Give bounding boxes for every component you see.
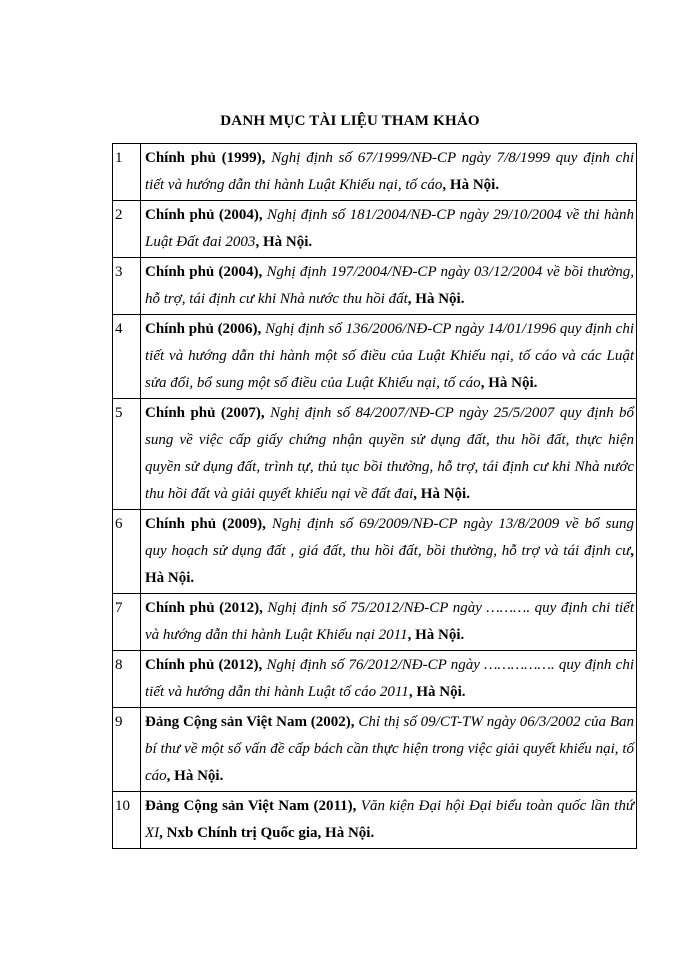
reference-entry	[141, 651, 637, 708]
table-row	[113, 651, 637, 708]
reference-document: Nghị định 197/2004/NĐ-CP ngày 03/12/2004 về bồi thường, hỗ trợ, tái định cư khi Nhà nước thu hồi đất	[145, 264, 635, 307]
reference-author: Chính phủ (2009),	[145, 516, 266, 532]
page-title: DANH MỤC TÀI LIỆU THAM KHẢO	[220, 113, 480, 129]
reference-publisher: , Hà Nội.	[408, 684, 466, 700]
reference-number: 7	[113, 594, 141, 651]
reference-entry	[141, 594, 637, 651]
reference-publisher: , Hà Nội.	[407, 291, 465, 307]
reference-publisher: , Hà Nội.	[145, 543, 634, 586]
reference-author: Chính phủ (2012),	[145, 600, 263, 616]
reference-table	[112, 143, 637, 849]
reference-entry	[141, 399, 637, 510]
reference-document: Nghị định số 75/2012/NĐ-CP ngày ………. quy định chi tiết và hướng dẫn thi hành Luật Khiếu nại 2011	[145, 600, 635, 643]
reference-entry	[141, 315, 637, 399]
reference-entry	[141, 792, 637, 849]
reference-entry	[141, 201, 637, 258]
reference-document: Nghị định số 181/2004/NĐ-CP ngày 29/10/2004 về thi hành Luật Đất đai 2003	[145, 207, 634, 250]
reference-number: 2	[113, 201, 141, 258]
reference-document: Văn kiện Đại hội Đại biểu toàn quốc lần thứ XI	[145, 798, 635, 841]
table-row	[113, 708, 637, 792]
reference-author: Chính phủ (2007),	[145, 405, 265, 421]
table-row	[113, 510, 637, 594]
reference-publisher: , Hà Nội.	[480, 375, 538, 391]
reference-number: 4	[113, 315, 141, 399]
reference-number: 8	[113, 651, 141, 708]
reference-number: 6	[113, 510, 141, 594]
table-row	[113, 144, 637, 201]
reference-publisher: , Hà Nội.	[166, 768, 224, 784]
reference-number: 5	[113, 399, 141, 510]
reference-author: Chính phủ (2004),	[145, 207, 263, 223]
reference-document: Chỉ thị số 09/CT-TW ngày 06/3/2002 của Ban bí thư về một số vấn đề cấp bách cần thực hiện trong việc giải quyết khiếu nại, tố cáo	[145, 714, 634, 784]
reference-publisher: , Nxb Chính trị Quốc gia, Hà Nội.	[159, 825, 375, 841]
reference-author: Đảng Cộng sản Việt Nam (2002),	[145, 714, 355, 730]
table-row	[113, 258, 637, 315]
reference-number: 9	[113, 708, 141, 792]
reference-author: Chính phủ (1999),	[145, 150, 266, 166]
table-row	[113, 315, 637, 399]
reference-publisher: , Hà Nội.	[255, 234, 313, 250]
reference-document: Nghị định số 136/2006/NĐ-CP ngày 14/01/1996 quy định chi tiết và hướng dẫn thi hành một số điều của Luật Khiếu nại, tố cáo và các Luật sửa đổi, bổ sung một số điều của Luật Khiếu nại, tố cáo	[145, 321, 635, 391]
table-row	[113, 201, 637, 258]
reference-publisher: , Hà Nội.	[407, 627, 465, 643]
reference-author: Chính phủ (2006),	[145, 321, 262, 337]
reference-number: 10	[113, 792, 141, 849]
reference-entry	[141, 510, 637, 594]
reference-number: 3	[113, 258, 141, 315]
reference-author: Chính phủ (2012),	[145, 657, 263, 673]
reference-author: Đảng Cộng sản Việt Nam (2011),	[145, 798, 357, 814]
reference-document: Nghị định số 69/2009/NĐ-CP ngày 13/8/2009 về bổ sung quy hoạch sử dụng đất , giá đất, thu hồi đất, bồi thường, hỗ trợ và tái định cư	[145, 516, 635, 559]
table-row	[113, 792, 637, 849]
table-row	[113, 399, 637, 510]
reference-publisher: , Hà Nội.	[442, 177, 500, 193]
reference-entry	[141, 258, 637, 315]
reference-author: Chính phủ (2004),	[145, 264, 263, 280]
reference-entry	[141, 144, 637, 201]
reference-entry	[141, 708, 637, 792]
table-row	[113, 594, 637, 651]
reference-number: 1	[113, 144, 141, 201]
reference-publisher: , Hà Nội.	[413, 486, 470, 502]
reference-document: Nghị định số 84/2007/NĐ-CP ngày 25/5/2007 quy định bổ sung về việc cấp giấy chứng nhận quyền sử dụng đất, thu hồi đất, thực hiện quyền sử dụng đất, trình tự, thủ tục bồi thường, hỗ trợ, tái định cư khi Nhà nước thu hồi đất và giải quyết khiếu nại về đất đai	[145, 405, 634, 502]
reference-document: Nghị định số 76/2012/NĐ-CP ngày ……………. quy định chi tiết và hướng dẫn thi hành Luật tố cáo 2011	[145, 657, 634, 700]
reference-document: Nghị định số 67/1999/NĐ-CP ngày 7/8/1999 quy định chi tiết và hướng dẫn thi hành Luật Khiếu nại, tố cáo	[145, 150, 635, 193]
